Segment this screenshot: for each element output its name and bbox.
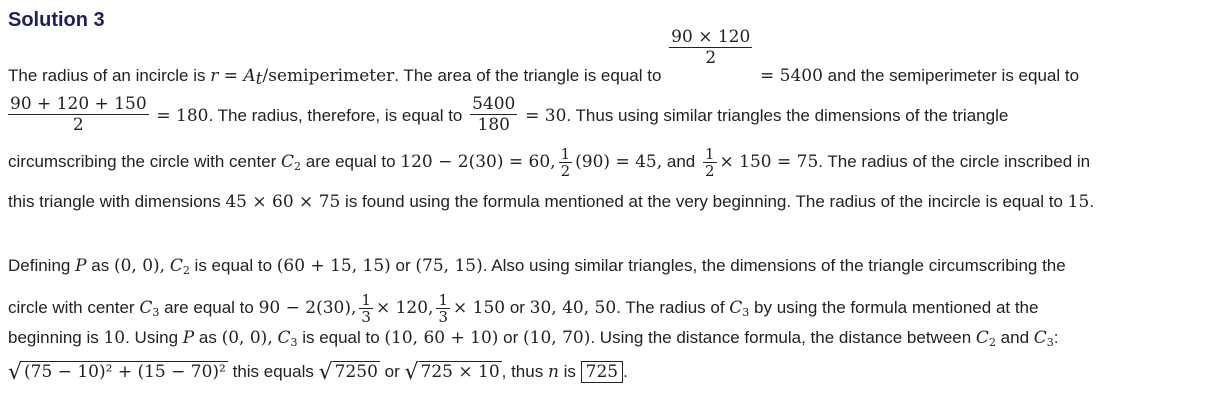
math-sub: t [255, 69, 263, 89]
fraction: $\frac{90 + 120 + 150}{2}$ [10, 94, 147, 135]
text: : [1053, 328, 1059, 347]
math: (90) = 45, [575, 151, 663, 172]
math: (10, 60 + 10) [384, 328, 499, 348]
text: are equal to [159, 297, 259, 317]
p2-line-4 [8, 362, 628, 383]
math: × 150 [453, 297, 506, 318]
math-sub: 2 [182, 264, 190, 277]
text: this equals [227, 362, 319, 381]
fraction: $\frac{1}{2}$ [560, 145, 571, 180]
text: as [86, 256, 114, 275]
square-root: √ 7250 [318, 360, 378, 385]
text: . [1089, 192, 1095, 211]
math: = 5400 [760, 66, 823, 86]
math: P [75, 256, 87, 276]
text: is equal to [189, 256, 277, 275]
math-sub: 3 [1046, 336, 1054, 349]
p2-line-2 [8, 292, 1038, 325]
text: circumscribing the circle with center [8, 151, 282, 171]
p1-line-2 [8, 96, 1008, 137]
text: beginning is [8, 328, 104, 347]
math: P [182, 328, 195, 348]
math-sub: 3 [742, 305, 750, 319]
text: is [558, 362, 581, 381]
solution-heading: Solution 3 [8, 9, 105, 31]
math: 90 − 2(30), [258, 297, 357, 318]
text: is equal to [297, 328, 385, 347]
text: and the semiperimeter is equal to [822, 66, 1080, 85]
math: C [277, 328, 291, 348]
p2-line-3 [8, 328, 1059, 353]
math: (10, 70) [523, 328, 591, 348]
math: × 120, [375, 297, 434, 318]
text: is found using the formula mentioned at the very beginning. The radius of the incircle is equal to [340, 192, 1068, 211]
text: , thus [501, 362, 548, 381]
text: this triangle with dimensions [8, 192, 226, 211]
math: × 150 = 75 [719, 151, 819, 172]
math: (60 + 15, 15) [276, 256, 391, 276]
text: . Thus using similar triangles the dimensions of the triangle [566, 105, 1009, 125]
fraction: $\frac{1}{3}$ [361, 291, 371, 326]
text: Defining [8, 256, 76, 275]
text: . The radius of [616, 297, 730, 317]
text: or [498, 328, 524, 347]
text: . Also using similar triangles, the dimensions of the triangle circumscribing the [482, 256, 1066, 275]
math-sub: 3 [152, 305, 160, 319]
math: 120 − 2(30) = 60, [400, 151, 556, 172]
text: . The radius of the circle inscribed in [818, 151, 1091, 171]
text: . The radius, therefore, is equal to [208, 105, 468, 125]
text: and [662, 151, 700, 171]
math-sub: 2 [988, 336, 996, 349]
math: C [139, 297, 153, 318]
square-root: √ 725 × 10 [404, 360, 500, 385]
text: . The area of the triangle is equal to [394, 66, 667, 85]
text: and [995, 328, 1034, 347]
p1-line-3 [8, 146, 1090, 179]
math: /semiperimeter [262, 66, 395, 86]
text: . Using the distance formula, the distance between [590, 328, 976, 347]
text: or [505, 297, 530, 317]
math: C [281, 151, 295, 172]
answer-box: 725 [581, 361, 623, 383]
math: C [729, 297, 743, 318]
text: The radius of an incircle is [8, 66, 211, 85]
math: C [169, 256, 183, 276]
text: are equal to [301, 151, 401, 171]
p1-line-4 [8, 192, 1094, 212]
math: = 180 [156, 105, 209, 126]
text: circle with center [8, 297, 140, 317]
text: . [623, 362, 628, 381]
math: n [547, 362, 559, 382]
p1-line-1 [8, 27, 1080, 89]
math: r = A [210, 66, 256, 86]
text: or [379, 362, 405, 381]
math: = 30 [525, 105, 567, 126]
math: 10 [103, 328, 126, 348]
math: C [975, 328, 989, 348]
fraction: $\frac{1}{2}$ [704, 145, 715, 180]
math: 30, 40, 50 [529, 297, 617, 318]
math: 15 [1067, 192, 1090, 212]
text: as [194, 328, 222, 347]
p2-line-1 [8, 256, 1066, 281]
fraction: $\frac{1}{3}$ [438, 291, 448, 326]
math: 45 × 60 × 75 [225, 192, 341, 212]
text: by using the formula mentioned at the [749, 297, 1039, 317]
math: (0, 0), [113, 256, 166, 276]
text: or [390, 256, 416, 275]
fraction: $\frac{5400}{180}$ [472, 94, 516, 135]
fraction: $\frac{90 \times 120}{2}$ [671, 27, 751, 69]
math: C [1033, 328, 1047, 348]
square-root: √ (75 − 10)² + (15 − 70)² [8, 360, 226, 385]
math: (0, 0), [221, 328, 273, 348]
text: . Using [125, 328, 183, 347]
math-sub: 3 [290, 336, 298, 349]
math: (75, 15) [415, 256, 483, 276]
math-sub: 2 [294, 159, 302, 173]
